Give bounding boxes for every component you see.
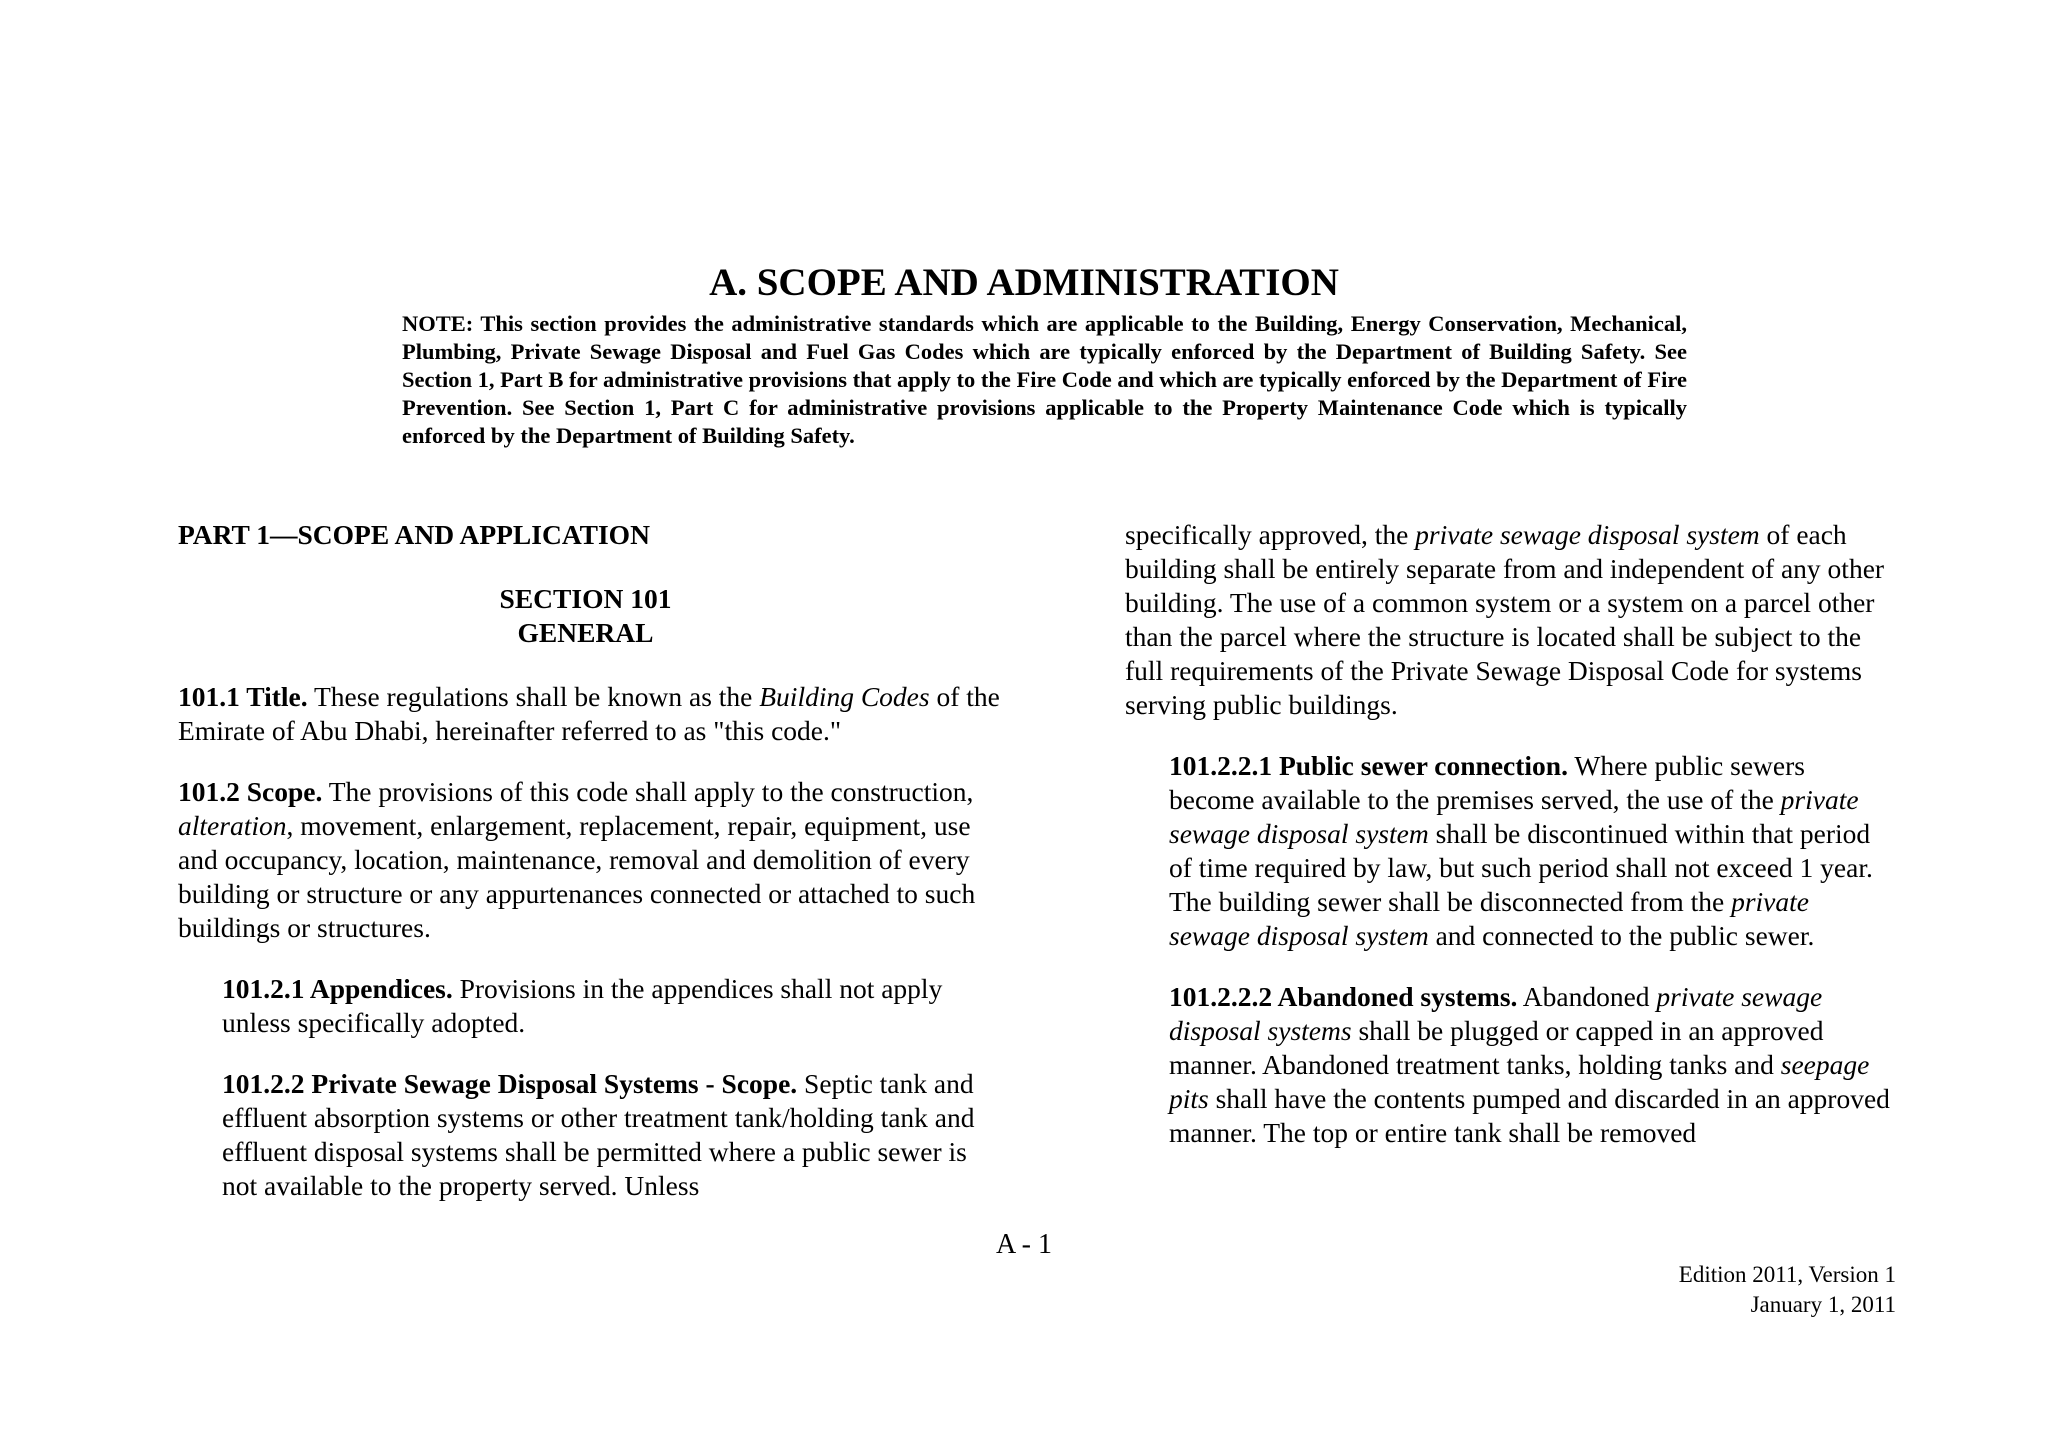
page-number: A - 1	[996, 1229, 1052, 1260]
paragraph-text: shall have the contents pumped and discarded in an approved manner. The top or entire tank shall be removed	[1169, 1083, 1890, 1148]
paragraph-label: 101.2.2 Private Sewage Disposal Systems - Scope.	[222, 1068, 798, 1099]
paragraph-101-2-1	[222, 972, 1008, 1040]
paragraph-label: 101.2.2.2 Abandoned systems.	[1169, 981, 1518, 1012]
paragraph-text: , movement, enlargement, replacement, repair, equipment, use and occupancy, location, maintenance, removal and demolition of every building or structure or any appurtenances connected or attached to such buildings or structures.	[178, 810, 976, 943]
paragraph-101-2-2	[222, 1067, 1008, 1203]
paragraph-text: These regulations shall be known as the	[307, 681, 760, 712]
paragraph-text: The provisions of this code shall apply to the construction,	[322, 776, 974, 807]
paragraph-101-1	[178, 680, 1008, 748]
paragraph-text: Where public sewers become available to the premises served, the use of the	[1169, 750, 1805, 815]
paragraph-continuation	[1125, 518, 1895, 722]
paragraph-text: Septic tank and effluent absorption systems or other treatment tank/holding tank and effluent disposal systems shall be permitted where a public sewer is not available to the property served. Unless	[222, 1068, 975, 1201]
paragraph-text: and connected to the public sewer.	[1428, 920, 1815, 951]
paragraph-text: specifically approved, the	[1125, 519, 1416, 550]
defined-term: Building Codes	[759, 681, 930, 712]
paragraph-label: 101.2.2.1 Public sewer connection.	[1169, 750, 1568, 781]
paragraph-text: Provisions in the appendices shall not apply unless specifically adopted.	[222, 973, 943, 1038]
part-heading: PART 1—SCOPE AND APPLICATION	[178, 519, 650, 550]
paragraph-label: 101.2 Scope.	[178, 776, 323, 807]
left-column	[178, 518, 1008, 1230]
paragraph-text: of each building shall be entirely separate from and independent of any other building. The use of a common system or a system on a parcel other than the parcel where the structure is located shall be subject to the full requirements of the Private Sewage Disposal Code for systems serving public buildings.	[1125, 519, 1885, 720]
section-number: SECTION 101	[499, 583, 672, 614]
edition-info	[1679, 1260, 1896, 1320]
defined-term: alteration	[178, 810, 287, 841]
section-title: GENERAL	[517, 617, 654, 648]
defined-term: private sewage disposal system	[1415, 519, 1760, 550]
paragraph-101-2-2-1	[1169, 749, 1895, 953]
paragraph-text: shall be plugged or capped in an approved manner. Abandoned treatment tanks, holding tanks and	[1169, 1015, 1824, 1080]
paragraph-text: Abandoned	[1517, 981, 1657, 1012]
defined-term: seepage pits	[1169, 1049, 1870, 1114]
defined-term: private sewage disposal system	[1169, 886, 1809, 951]
defined-term: private sewage disposal system	[1169, 784, 1859, 849]
paragraph-label: 101.2.1 Appendices.	[222, 973, 453, 1004]
section-heading	[178, 582, 993, 650]
right-column	[1125, 518, 1895, 1177]
paragraph-text: of the Emirate of Abu Dhabi, hereinafter referred to as "this code."	[178, 681, 1000, 746]
page-title: A. SCOPE AND ADMINISTRATION	[709, 261, 1339, 304]
paragraph-101-2-2-2	[1169, 980, 1895, 1150]
edition-date: January 1, 2011	[1750, 1292, 1896, 1317]
paragraph-label: 101.1 Title.	[178, 681, 308, 712]
edition-version: Edition 2011, Version 1	[1678, 1262, 1896, 1287]
defined-term: private sewage disposal systems	[1169, 981, 1823, 1046]
paragraph-text: shall be discontinued within that period of time required by law, but such period shall not exceed 1 year. The building sewer shall be disconnected from the	[1169, 818, 1873, 917]
administrative-note: NOTE: This section provides the administrative standards which are applicable to the Building, Energy Conservation, Mechanical, Plumbing, Private Sewage Disposal and Fuel Gas Codes which are typically enforced by the Department of Building Safety. See Section 1, Part B for administrative provisions that apply to the Fire Code and which are typically enforced by the Department of Fire Prevention. See Section 1, Part C for administrative provisions applicable to the Property Maintenance Code which is typically enforced by the Department of Building Safety.	[402, 311, 1687, 448]
paragraph-101-2	[178, 775, 1008, 945]
